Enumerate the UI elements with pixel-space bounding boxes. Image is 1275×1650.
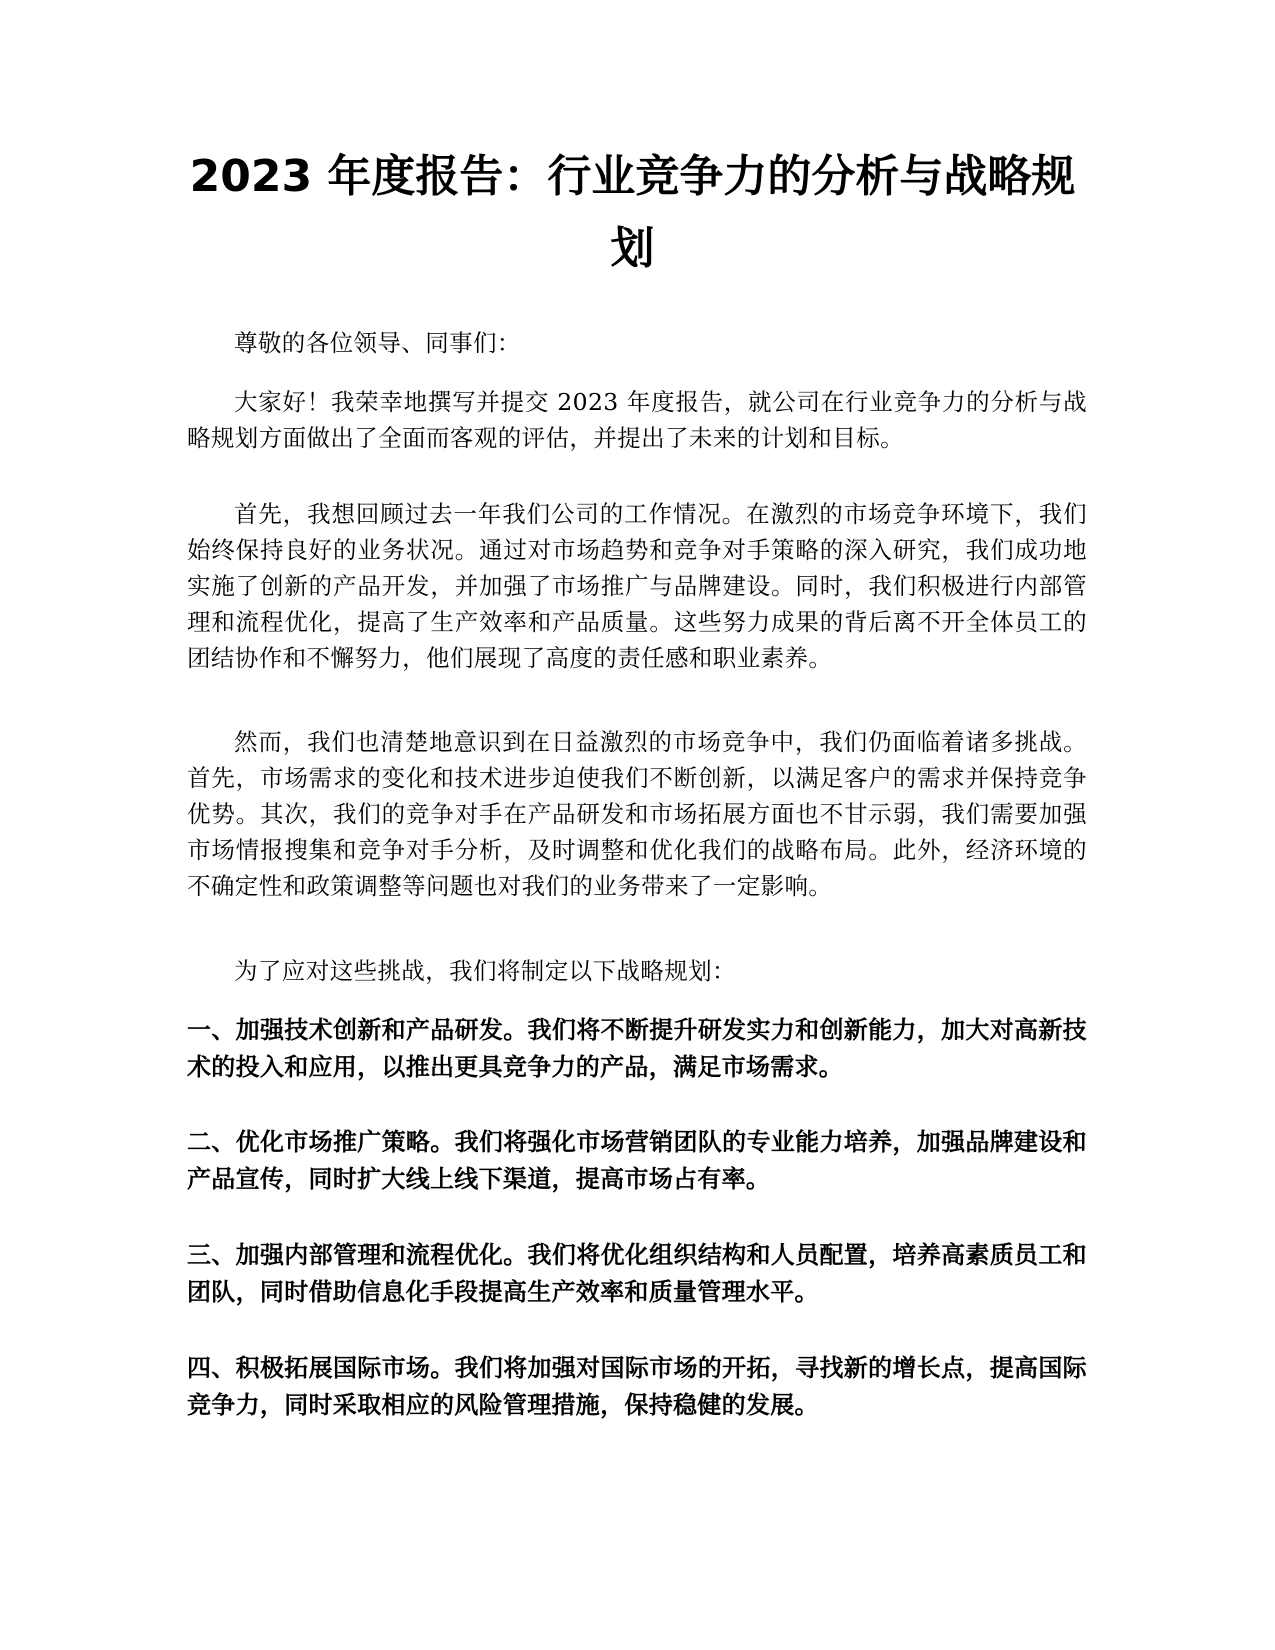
strategy-item-3: 三、加强内部管理和流程优化。我们将优化组织结构和人员配置，培养高素质员工和团队，同时借助信息化手段提高生产效率和质量管理水平。 (187, 1241, 1087, 1306)
strategy-item-1: 一、加强技术创新和产品研发。我们将不断提升研发实力和创新能力，加大对高新技术的投入和应用，以推出更具竞争力的产品，满足市场需求。 (187, 1016, 1087, 1081)
strategy-item-4: 四、积极拓展国际市场。我们将加强对国际市场的开拓，寻找新的增长点，提高国际竞争力，同时采取相应的风险管理措施，保持稳健的发展。 (187, 1354, 1087, 1419)
review-paragraph: 首先，我想回顾过去一年我们公司的工作情况。在激烈的市场竞争环境下，我们始终保持良好的业务状况。通过对市场趋势和竞争对手策略的深入研究，我们成功地实施了创新的产品开发，并加强了市场推广与品牌建设。同时，我们积极进行内部管理和流程优化，提高了生产效率和产品质量。这些努力成果的背后离不开全体员工的团结协作和不懈努力，他们展现了高度的责任感和职业素养。 (187, 500, 1087, 672)
intro-paragraph: 大家好！我荣幸地撰写并提交 2023 年度报告，就公司在行业竞争力的分析与战略规划方面做出了全面而客观的评估，并提出了未来的计划和目标。 (187, 388, 1087, 452)
challenges-paragraph: 然而，我们也清楚地意识到在日益激烈的市场竞争中，我们仍面临着诸多挑战。首先，市场需求的变化和技术进步迫使我们不断创新，以满足客户的需求并保持竞争优势。其次，我们的竞争对手在产品研发和市场拓展方面也不甘示弱，我们需要加强市场情报搜集和竞争对手分析，及时调整和优化我们的战略布局。此外，经济环境的不确定性和政策调整等问题也对我们的业务带来了一定影响。 (187, 728, 1087, 900)
greeting-paragraph: 尊敬的各位领导、同事们： (234, 329, 521, 357)
transition-paragraph: 为了应对这些挑战，我们将制定以下战略规划： (234, 957, 736, 985)
document-title: 2023 年度报告：行业竞争力的分析与战略规划 (189, 151, 1076, 274)
strategy-item-2: 二、优化市场推广策略。我们将强化市场营销团队的专业能力培养，加强品牌建设和产品宣传，同时扩大线上线下渠道，提高市场占有率。 (187, 1128, 1087, 1193)
